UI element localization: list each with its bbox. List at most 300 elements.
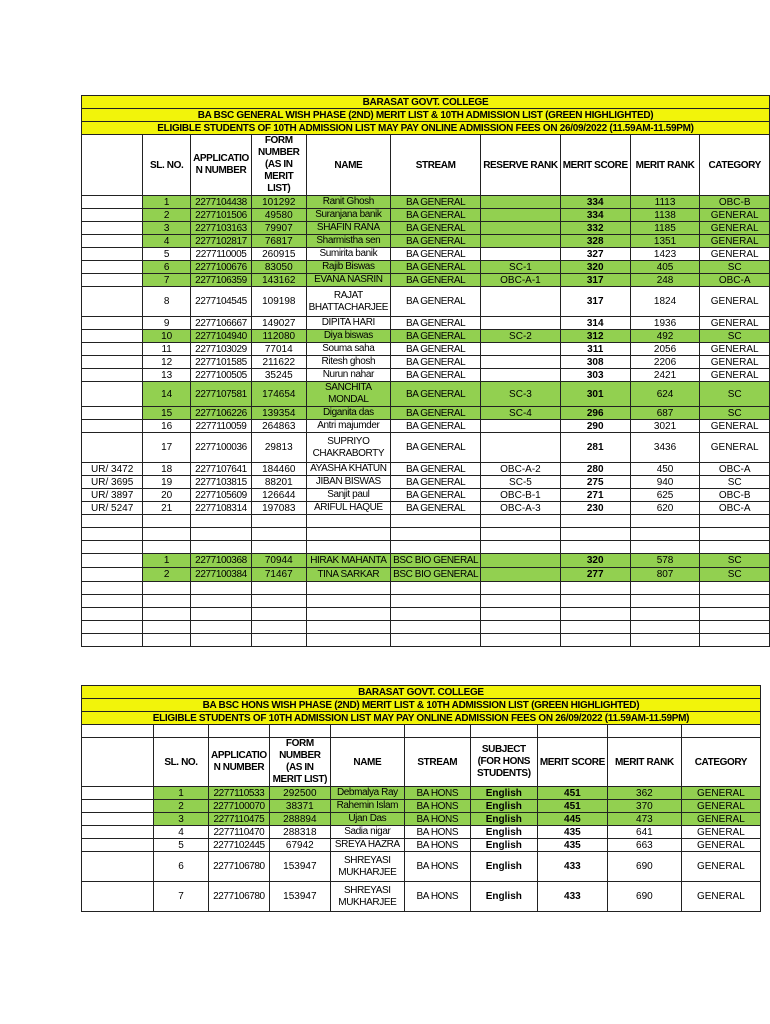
merit-rank-cell: 690 [607, 882, 681, 912]
sl-no-cell: 6 [154, 852, 209, 882]
reserve-rank-cell [481, 420, 560, 433]
remark-cell [82, 852, 154, 882]
merit-score-cell: 314 [560, 317, 630, 330]
table-row [82, 382, 770, 407]
remark-cell: UR/ 3897 [82, 489, 143, 502]
application-number-cell: 2277104545 [191, 287, 252, 317]
name-cell: Suranjana banik [306, 209, 390, 222]
category-cell: GENERAL [700, 369, 770, 382]
form-number-cell: 88201 [251, 476, 306, 489]
application-number-cell: 2277102817 [191, 235, 252, 248]
application-number-cell: 2277103029 [191, 343, 252, 356]
merit-score-cell: 312 [560, 330, 630, 343]
table-row [82, 839, 761, 852]
merit-rank-cell: 3436 [630, 433, 700, 463]
stream-cell: BA GENERAL [391, 343, 481, 356]
remark-cell [82, 248, 143, 261]
application-number-cell: 2277106667 [191, 317, 252, 330]
reserve-rank-cell [481, 222, 560, 235]
remark-cell [82, 369, 143, 382]
form-number-cell: 184460 [251, 463, 306, 476]
merit-score-cell: 290 [560, 420, 630, 433]
name-cell: RAJAT BHATTACHARJEE [306, 287, 390, 317]
application-number-cell: 2277100676 [191, 261, 252, 274]
college-title: BARASAT GOVT. COLLEGE [82, 96, 770, 109]
form-number-cell: 70944 [251, 554, 306, 568]
sl-no-cell: 15 [143, 407, 191, 420]
merit-rank-cell: 1351 [630, 235, 700, 248]
remark-cell [82, 287, 143, 317]
reserve-rank-cell [481, 554, 560, 568]
merit-score-cell: 433 [537, 882, 607, 912]
stream-cell: BSC BIO GENERAL [391, 568, 481, 582]
merit-score-cell: 327 [560, 248, 630, 261]
subject-cell: English [470, 787, 537, 800]
stream-cell: BA HONS [404, 839, 470, 852]
name-cell: EVANA NASRIN [306, 274, 390, 287]
category-cell: SC [700, 382, 770, 407]
name-cell: Sharmistha sen [306, 235, 390, 248]
blank-row [82, 608, 770, 621]
application-number-cell: 2277108314 [191, 502, 252, 515]
form-number-cell: 109198 [251, 287, 306, 317]
header-row [82, 738, 761, 787]
merit-rank-cell: 405 [630, 261, 700, 274]
sl-no-cell: 8 [143, 287, 191, 317]
reserve-rank-cell: OBC-A-3 [481, 502, 560, 515]
header-sl-no: SL. NO. [143, 135, 191, 196]
application-number-cell: 2277106780 [209, 852, 270, 882]
application-number-cell: 2277102445 [209, 839, 270, 852]
merit-score-cell: 303 [560, 369, 630, 382]
reserve-rank-cell: OBC-B-1 [481, 489, 560, 502]
table-row [82, 489, 770, 502]
header-merit-rank: MERIT RANK [607, 738, 681, 787]
category-cell: GENERAL [681, 800, 760, 813]
name-cell: HIRAK MAHANTA [306, 554, 390, 568]
stream-cell: BA GENERAL [391, 274, 481, 287]
form-number-cell: 149027 [251, 317, 306, 330]
name-cell: Rajib Biswas [306, 261, 390, 274]
table-row [82, 852, 761, 882]
category-cell: GENERAL [681, 787, 760, 800]
form-number-cell: 264863 [251, 420, 306, 433]
application-number-cell: 2277106780 [209, 882, 270, 912]
application-number-cell: 2277103815 [191, 476, 252, 489]
name-cell: SHREYASI MUKHARJEE [330, 882, 404, 912]
table-row [82, 502, 770, 515]
form-number-cell: 35245 [251, 369, 306, 382]
name-cell: Nurun nahar [306, 369, 390, 382]
application-number-cell: 2277100070 [209, 800, 270, 813]
subject-cell: English [470, 852, 537, 882]
stream-cell: BA GENERAL [391, 420, 481, 433]
stream-cell: BA GENERAL [391, 317, 481, 330]
table-row [82, 826, 761, 839]
stream-cell: BA HONS [404, 882, 470, 912]
table-row [82, 420, 770, 433]
application-number-cell: 2277100036 [191, 433, 252, 463]
header-blank [82, 738, 154, 787]
merit-rank-cell: 625 [630, 489, 700, 502]
blank-row [82, 634, 770, 647]
blank-row [82, 621, 770, 634]
subject-cell: English [470, 800, 537, 813]
remark-cell [82, 222, 143, 235]
merit-rank-cell: 2421 [630, 369, 700, 382]
form-number-cell: 101292 [251, 196, 306, 209]
list-title: BA BSC GENERAL WISH PHASE (2ND) MERIT LIST & 10TH ADMISSION LIST (GREEN HIGHLIGHTED) [82, 109, 770, 122]
header-subject: SUBJECT (FOR HONS STUDENTS) [470, 738, 537, 787]
sl-no-cell: 16 [143, 420, 191, 433]
name-cell: Ritesh ghosh [306, 356, 390, 369]
table-row [82, 343, 770, 356]
application-number-cell: 2277103163 [191, 222, 252, 235]
form-number-cell: 79907 [251, 222, 306, 235]
form-number-cell: 260915 [251, 248, 306, 261]
stream-cell: BA GENERAL [391, 330, 481, 343]
merit-score-cell: 328 [560, 235, 630, 248]
header-application-number: APPLICATIO N NUMBER [209, 738, 270, 787]
reserve-rank-cell: SC-2 [481, 330, 560, 343]
application-number-cell: 2277110470 [209, 826, 270, 839]
remark-cell [82, 882, 154, 912]
sl-no-cell: 3 [154, 813, 209, 826]
category-cell: GENERAL [681, 839, 760, 852]
header-sl-no: SL. NO. [154, 738, 209, 787]
remark-cell: UR/ 3472 [82, 463, 143, 476]
stream-cell: BA GENERAL [391, 489, 481, 502]
merit-rank-cell: 940 [630, 476, 700, 489]
name-cell: JIBAN BISWAS [306, 476, 390, 489]
reserve-rank-cell [481, 235, 560, 248]
category-cell: GENERAL [700, 343, 770, 356]
name-cell: Rahemin Islam [330, 800, 404, 813]
name-cell: DIPITA HARI [306, 317, 390, 330]
merit-score-cell: 317 [560, 287, 630, 317]
stream-cell: BA GENERAL [391, 476, 481, 489]
table-row [82, 568, 770, 582]
form-number-cell: 67942 [269, 839, 330, 852]
category-cell: GENERAL [681, 813, 760, 826]
sl-no-cell: 7 [154, 882, 209, 912]
merit-score-cell: 435 [537, 826, 607, 839]
stream-cell: BA GENERAL [391, 382, 481, 407]
blank-row [82, 595, 770, 608]
header-row [82, 135, 770, 196]
name-cell: Ujan Das [330, 813, 404, 826]
sl-no-cell: 14 [143, 382, 191, 407]
header-blank [82, 135, 143, 196]
table-row [82, 261, 770, 274]
remark-cell [82, 274, 143, 287]
header-form-number: FORM NUMBER (AS IN MERIT LIST) [269, 738, 330, 787]
table-row [82, 330, 770, 343]
form-number-cell: 153947 [269, 852, 330, 882]
form-number-cell: 288894 [269, 813, 330, 826]
merit-rank-cell: 2206 [630, 356, 700, 369]
table-row [82, 369, 770, 382]
table-row [82, 407, 770, 420]
name-cell: Debmalya Ray [330, 787, 404, 800]
sl-no-cell: 13 [143, 369, 191, 382]
merit-rank-cell: 362 [607, 787, 681, 800]
remark-cell [82, 356, 143, 369]
category-cell: GENERAL [700, 222, 770, 235]
application-number-cell: 2277100384 [191, 568, 252, 582]
stream-cell: BA GENERAL [391, 356, 481, 369]
reserve-rank-cell [481, 369, 560, 382]
form-number-cell: 211622 [251, 356, 306, 369]
stream-cell: BA HONS [404, 800, 470, 813]
stream-cell: BA HONS [404, 813, 470, 826]
reserve-rank-cell: SC-1 [481, 261, 560, 274]
form-number-cell: 288318 [269, 826, 330, 839]
reserve-rank-cell: SC-5 [481, 476, 560, 489]
name-cell: SHREYASI MUKHARJEE [330, 852, 404, 882]
merit-score-cell: 301 [560, 382, 630, 407]
merit-score-cell: 451 [537, 800, 607, 813]
merit-rank-cell: 578 [630, 554, 700, 568]
stream-cell: BA HONS [404, 826, 470, 839]
table-row [82, 463, 770, 476]
remark-cell [82, 420, 143, 433]
form-number-cell: 49580 [251, 209, 306, 222]
merit-score-cell: 317 [560, 274, 630, 287]
sl-no-cell: 1 [143, 554, 191, 568]
merit-rank-cell: 807 [630, 568, 700, 582]
remark-cell [82, 813, 154, 826]
sl-no-cell: 5 [154, 839, 209, 852]
merit-rank-cell: 473 [607, 813, 681, 826]
merit-rank-cell: 2056 [630, 343, 700, 356]
list-title: BA BSC HONS WISH PHASE (2ND) MERIT LIST & 10TH ADMISSION LIST (GREEN HIGHLIGHTED) [82, 699, 761, 712]
header-form-number: FORM NUMBER (AS IN MERIT LIST) [251, 135, 306, 196]
name-cell: Diganita das [306, 407, 390, 420]
form-number-cell: 197083 [251, 502, 306, 515]
header-merit-score: MERIT SCORE [537, 738, 607, 787]
sl-no-cell: 21 [143, 502, 191, 515]
category-cell: GENERAL [700, 235, 770, 248]
admission-notice: ELIGIBLE STUDENTS OF 10TH ADMISSION LIST MAY PAY ONLINE ADMISSION FEES ON 26/09/2022 (11.59AM-11.59PM) [82, 122, 770, 135]
name-cell: ARIFUL HAQUE [306, 502, 390, 515]
table-row [82, 235, 770, 248]
application-number-cell: 2277105609 [191, 489, 252, 502]
header-category: CATEGORY [700, 135, 770, 196]
stream-cell: BA GENERAL [391, 248, 481, 261]
sl-no-cell: 9 [143, 317, 191, 330]
sl-no-cell: 19 [143, 476, 191, 489]
merit-rank-cell: 620 [630, 502, 700, 515]
stream-cell: BA GENERAL [391, 369, 481, 382]
remark-cell [82, 196, 143, 209]
sl-no-cell: 18 [143, 463, 191, 476]
category-cell: OBC-B [700, 196, 770, 209]
category-cell: SC [700, 407, 770, 420]
subject-cell: English [470, 839, 537, 852]
form-number-cell: 112080 [251, 330, 306, 343]
sl-no-cell: 10 [143, 330, 191, 343]
merit-rank-cell: 690 [607, 852, 681, 882]
stream-cell: BA GENERAL [391, 407, 481, 420]
sl-no-cell: 4 [143, 235, 191, 248]
category-cell: OBC-A [700, 502, 770, 515]
application-number-cell: 2277104940 [191, 330, 252, 343]
merit-rank-cell: 1138 [630, 209, 700, 222]
reserve-rank-cell [481, 433, 560, 463]
name-cell: Sanjit paul [306, 489, 390, 502]
category-cell: SC [700, 568, 770, 582]
merit-score-cell: 320 [560, 554, 630, 568]
name-cell: AYASHA KHATUN [306, 463, 390, 476]
blank-row [82, 582, 770, 595]
category-cell: GENERAL [700, 287, 770, 317]
name-cell: Ranit Ghosh [306, 196, 390, 209]
category-cell: GENERAL [700, 433, 770, 463]
sl-no-cell: 2 [143, 568, 191, 582]
table-row [82, 248, 770, 261]
merit-score-cell: 230 [560, 502, 630, 515]
form-number-cell: 83050 [251, 261, 306, 274]
merit-score-cell: 271 [560, 489, 630, 502]
category-cell: GENERAL [700, 317, 770, 330]
table-row [82, 274, 770, 287]
merit-score-cell: 275 [560, 476, 630, 489]
name-cell: Antri majumder [306, 420, 390, 433]
reserve-rank-cell: SC-3 [481, 382, 560, 407]
stream-cell: BA GENERAL [391, 433, 481, 463]
sl-no-cell: 1 [154, 787, 209, 800]
merit-score-cell: 433 [537, 852, 607, 882]
merit-rank-cell: 1824 [630, 287, 700, 317]
application-number-cell: 2277110533 [209, 787, 270, 800]
reserve-rank-cell [481, 287, 560, 317]
header-stream: STREAM [404, 738, 470, 787]
form-number-cell: 292500 [269, 787, 330, 800]
admission-notice: ELIGIBLE STUDENTS OF 10TH ADMISSION LIST MAY PAY ONLINE ADMISSION FEES ON 26/09/2022 (11.59AM-11.59PM) [82, 712, 761, 725]
remark-cell [82, 343, 143, 356]
form-number-cell: 71467 [251, 568, 306, 582]
merit-rank-cell: 1936 [630, 317, 700, 330]
category-cell: GENERAL [700, 420, 770, 433]
remark-cell [82, 209, 143, 222]
merit-score-cell: 277 [560, 568, 630, 582]
merit-rank-cell: 1113 [630, 196, 700, 209]
reserve-rank-cell: OBC-A-1 [481, 274, 560, 287]
category-cell: GENERAL [681, 852, 760, 882]
sl-no-cell: 3 [143, 222, 191, 235]
header-application-number: APPLICATIO N NUMBER [191, 135, 252, 196]
blank-row [82, 528, 770, 541]
application-number-cell: 2277101506 [191, 209, 252, 222]
merit-score-cell: 445 [537, 813, 607, 826]
header-name: NAME [330, 738, 404, 787]
application-number-cell: 2277110475 [209, 813, 270, 826]
table-row [82, 813, 761, 826]
header-stream: STREAM [391, 135, 481, 196]
stream-cell: BA GENERAL [391, 287, 481, 317]
merit-rank-cell: 1185 [630, 222, 700, 235]
subject-cell: English [470, 826, 537, 839]
stream-cell: BSC BIO GENERAL [391, 554, 481, 568]
table-row [82, 209, 770, 222]
stream-cell: BA GENERAL [391, 261, 481, 274]
name-cell: Sumirita banik [306, 248, 390, 261]
merit-rank-cell: 624 [630, 382, 700, 407]
table-row [82, 287, 770, 317]
sl-no-cell: 7 [143, 274, 191, 287]
merit-rank-cell: 687 [630, 407, 700, 420]
reserve-rank-cell [481, 209, 560, 222]
form-number-cell: 139354 [251, 407, 306, 420]
hons-merit-table [81, 685, 761, 912]
blank-row [82, 515, 770, 528]
merit-score-cell: 334 [560, 196, 630, 209]
name-cell: Sadia nigar [330, 826, 404, 839]
merit-rank-cell: 1423 [630, 248, 700, 261]
table-row [82, 882, 761, 912]
stream-cell: BA GENERAL [391, 235, 481, 248]
name-cell: Souma saha [306, 343, 390, 356]
form-number-cell: 174654 [251, 382, 306, 407]
table-row [82, 356, 770, 369]
table-row [82, 433, 770, 463]
category-cell: OBC-B [700, 489, 770, 502]
stream-cell: BA HONS [404, 852, 470, 882]
application-number-cell: 2277104438 [191, 196, 252, 209]
category-cell: GENERAL [681, 826, 760, 839]
reserve-rank-cell [481, 356, 560, 369]
form-number-cell: 38371 [269, 800, 330, 813]
remark-cell [82, 787, 154, 800]
merit-rank-cell: 248 [630, 274, 700, 287]
merit-score-cell: 320 [560, 261, 630, 274]
sl-no-cell: 6 [143, 261, 191, 274]
application-number-cell: 2277101585 [191, 356, 252, 369]
name-cell: TINA SARKAR [306, 568, 390, 582]
merit-score-cell: 311 [560, 343, 630, 356]
sl-no-cell: 11 [143, 343, 191, 356]
form-number-cell: 143162 [251, 274, 306, 287]
remark-cell [82, 261, 143, 274]
header-merit-score: MERIT SCORE [560, 135, 630, 196]
header-reserve-rank: RESERVE RANK [481, 135, 560, 196]
name-cell: SHAFIN RANA [306, 222, 390, 235]
sl-no-cell: 12 [143, 356, 191, 369]
remark-cell [82, 407, 143, 420]
category-cell: SC [700, 476, 770, 489]
table-row [82, 476, 770, 489]
merit-score-cell: 281 [560, 433, 630, 463]
sl-no-cell: 5 [143, 248, 191, 261]
name-cell: Diya biswas [306, 330, 390, 343]
form-number-cell: 153947 [269, 882, 330, 912]
sl-no-cell: 2 [154, 800, 209, 813]
application-number-cell: 2277106226 [191, 407, 252, 420]
reserve-rank-cell: OBC-A-2 [481, 463, 560, 476]
merit-rank-cell: 492 [630, 330, 700, 343]
blank-row [82, 541, 770, 554]
category-cell: GENERAL [681, 882, 760, 912]
application-number-cell: 2277106359 [191, 274, 252, 287]
remark-cell [82, 330, 143, 343]
form-number-cell: 126644 [251, 489, 306, 502]
merit-score-cell: 334 [560, 209, 630, 222]
merit-rank-cell: 641 [607, 826, 681, 839]
application-number-cell: 2277110005 [191, 248, 252, 261]
remark-cell [82, 568, 143, 582]
sl-no-cell: 1 [143, 196, 191, 209]
